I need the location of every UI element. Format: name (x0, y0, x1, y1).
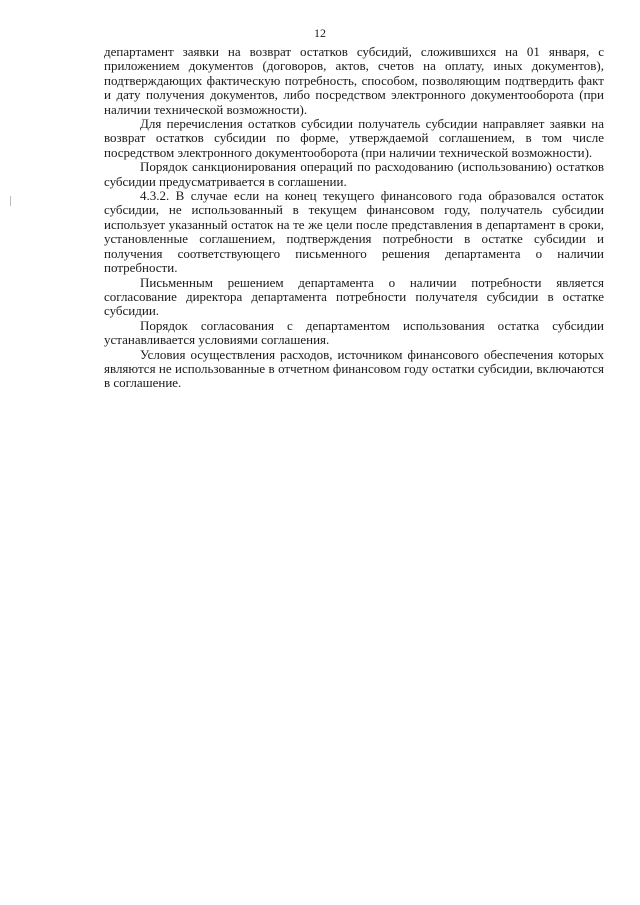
paragraph-continuation: департамент заявки на возврат остатков субсидий, сложившихся на 01 января, с приложением документов (договоров, актов, счетов на оплату, иных документов), подтверждающих фактическую потребность, способом, позволяющим подтвердить факт и дату получения документов, либо посредством электронного документооборота (при наличии технической возможности). (104, 44, 604, 117)
paragraph-written-decision: Письменным решением департамента о наличии потребности является согласование директора департамента потребности получателя субсидии в остатке субсидии. (104, 274, 604, 319)
document-body (104, 45, 604, 391)
paragraph-authorization-procedure: Порядок санкционирования операций по расходованию (использованию) остатков субсидии предусматривается в соглашении. (104, 159, 604, 189)
paragraph-approval-procedure: Порядок согласования с департаментом использования остатка субсидии устанавливается условиями соглашения. (104, 317, 604, 348)
paragraph-transfer-requests: Для перечисления остатков субсидии получатель субсидии направляет заявки на возврат остатков субсидии по форме, утверждаемой соглашением, в том числе посредством электронного документооборота (при наличии технической возможности). (104, 116, 604, 160)
page-number: 12 (314, 26, 326, 40)
margin-mark (10, 196, 11, 206)
paragraph-4-3-2: 4.3.2. В случае если на конец текущего финансового года образовался остаток субсидии, не использованный в текущем финансовом году, получатель субсидии использует указанный остаток на те же цели после представления в департамент в сроки, установленные соглашением, подтверждения потребности в остатке субсидии и получения соответствующего письменного решения департамента о наличии потребности. (104, 188, 604, 276)
paragraph-expense-conditions: Условия осуществления расходов, источником финансового обеспечения которых являются не использованные в отчетном финансовом году остатки субсидии, включаются в соглашение. (104, 346, 604, 391)
